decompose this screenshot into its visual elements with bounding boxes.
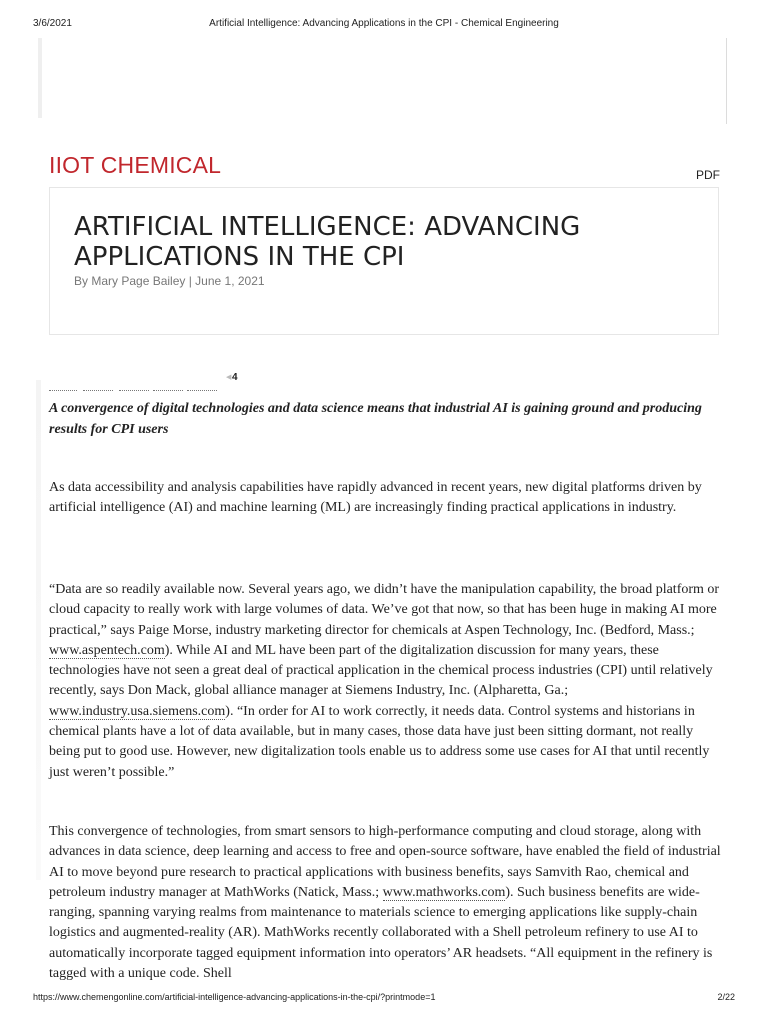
aspentech-link[interactable]: www.aspentech.com: [49, 642, 165, 658]
share-icon[interactable]: [153, 390, 183, 391]
paragraph-text: ). Such business benefits are wide-ranging, spanning varying realms from maintenance to materials science to emerging applications like supply-chain logistics and augmented-reality (AR). MathWorks recently collaborated with a Shell petroleum refinery to use AI to automatically incorporate tagged equipment information into operators’ AR headsets. “All equipment in the refinery is tagged with a unique code. Shell: [49, 884, 713, 982]
share-icon[interactable]: [187, 390, 217, 391]
paragraph-text: This convergence of technologies, from smart sensors to high-performance computing and cloud storage, along with advances in data science, deep learning and access to free and open-source software, have enabled the field of industrial AI to move beyond pure research to practical applications with business benefits, says Samvith Rao, chemical and petroleum industry manager at MathWorks (Natick, Mass.;: [49, 824, 721, 900]
share-icon[interactable]: [83, 390, 113, 391]
print-page-title: Artificial Intelligence: Advancing Applications in the CPI - Chemical Engineering: [209, 18, 559, 29]
paragraph-text: ). While AI and ML have been part of the digitalization discussion for many years, these technologies have not seen a great deal of practical application in the chemical process industries (CPI) until relatively recently, says Don Mack, global alliance manager at Siemens Industry, Inc. (Alpharetta, Ga.;: [49, 642, 713, 699]
divider: [36, 380, 41, 880]
share-icon[interactable]: [119, 390, 149, 391]
byline: By Mary Page Bailey | June 1, 2021: [74, 274, 265, 288]
print-date: 3/6/2021: [33, 18, 72, 29]
category-label[interactable]: IIOT CHEMICAL: [49, 152, 222, 178]
comment-icon: ◀: [226, 373, 232, 381]
paragraph-text: ). “In order for AI to work correctly, it needs data. Control systems and historians in chemical plants have a lot of data available, but in many cases, those data have just been sitting dormant, not really being put to good use. However, new digitalization tools enable us to address some use cases for AI that until recently just weren’t possible.”: [49, 703, 710, 780]
share-count: 4: [232, 372, 238, 383]
mathworks-link[interactable]: www.mathworks.com: [382, 884, 506, 900]
divider: [38, 38, 42, 118]
paragraph: [49, 822, 721, 984]
siemens-link[interactable]: www.industry.usa.siemens.com: [49, 703, 226, 719]
print-url: https://www.chemengonline.com/artificial-intelligence-advancing-applications-in-the-cpi/?printmode=1: [33, 992, 436, 1002]
pdf-link[interactable]: PDF: [696, 168, 720, 182]
paragraph: [49, 580, 721, 783]
share-bar: [49, 372, 249, 394]
paragraph: As data accessibility and analysis capabilities have rapidly advanced in recent years, new digital platforms driven by artificial intelligence (AI) and machine learning (ML) are increasingly finding practical applications in industry.: [49, 480, 702, 516]
divider: [726, 38, 727, 124]
article-header: [49, 187, 719, 335]
article-lede: A convergence of digital technologies and data science means that industrial AI is gaining ground and producing results for CPI users: [49, 401, 702, 437]
article-title: ARTIFICIAL INTELLIGENCE: ADVANCING APPLICATIONS IN THE CPI: [74, 212, 581, 272]
page-number: 2/22: [717, 992, 735, 1002]
share-icon[interactable]: [49, 390, 77, 391]
paragraph-text: “Data are so readily available now. Several years ago, we didn’t have the manipulation capability, the broad platform or cloud capacity to really work with large volumes of data. We’ve got that now, so that has been huge in making AI more practical,” says Paige Morse, industry marketing director for chemicals at Aspen Technology, Inc. (Bedford, Mass.;: [49, 582, 720, 638]
